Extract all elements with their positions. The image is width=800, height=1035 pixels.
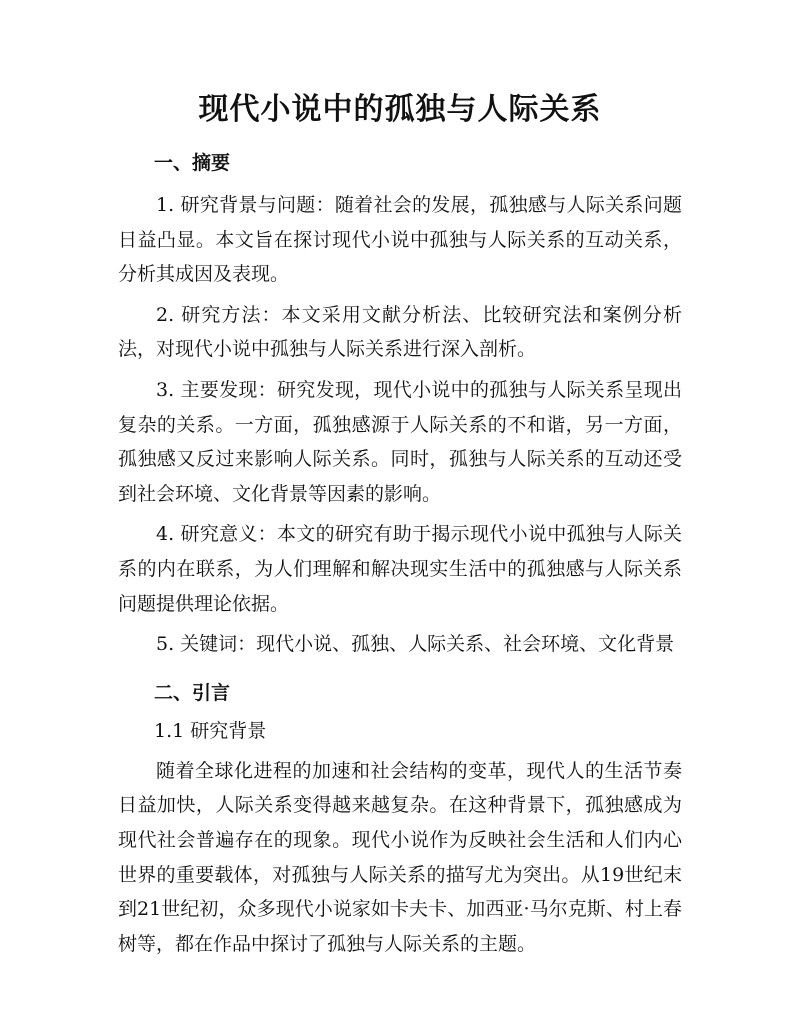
abstract-section bbox=[118, 146, 682, 662]
abstract-item-significance: 4. 研究意义：本文的研究有助于揭示现代小说中孤独与人际关系的内在联系，为人们理解和解决现实生活中的孤独感与人际关系问题提供理论依据。 bbox=[118, 523, 682, 615]
document-title: 现代小说中的孤独与人际关系 bbox=[198, 92, 602, 127]
abstract-item-findings: 3. 主要发现：研究发现，现代小说中的孤独与人际关系呈现出复杂的关系。一方面，孤独感源于人际关系的不和谐，另一方面，孤独感又反过来影响人际关系。同时，孤独与人际关系的互动还受到社会环境、文化背景等因素的影响。 bbox=[118, 378, 682, 505]
introduction-heading: 二、引言 bbox=[154, 681, 231, 704]
abstract-heading: 一、摘要 bbox=[154, 152, 231, 174]
research-background-subheading: 1.1 研究背景 bbox=[154, 719, 267, 742]
abstract-item-keywords: 5. 关键词：现代小说、孤独、人际关系、社会环境、文化背景 bbox=[156, 633, 675, 656]
abstract-item-method: 2. 研究方法：本文采用文献分析法、比较研究法和案例分析法，对现代小说中孤独与人际关系进行深入剖析。 bbox=[118, 303, 682, 361]
abstract-item-background: 1. 研究背景与问题：随着社会的发展，孤独感与人际关系问题日益凸显。本文旨在探讨现代小说中孤独与人际关系的互动关系，分析其成因及表现。 bbox=[118, 194, 682, 286]
research-background-paragraph: 随着全球化进程的加速和社会结构的变革，现代人的生活节奏日益加快，人际关系变得越来越复杂。在这种背景下，孤独感成为现代社会普遍存在的现象。现代小说作为反映社会生活和人们内心世界的重要载体，对孤独与人际关系的描写尤为突出。从19世纪末到21世纪初，众多现代小说家如卡夫卡、加西亚·马尔克斯、村上春树等，都在作品中探讨了孤独与人际关系的主题。 bbox=[118, 759, 682, 955]
introduction-section bbox=[118, 676, 682, 962]
